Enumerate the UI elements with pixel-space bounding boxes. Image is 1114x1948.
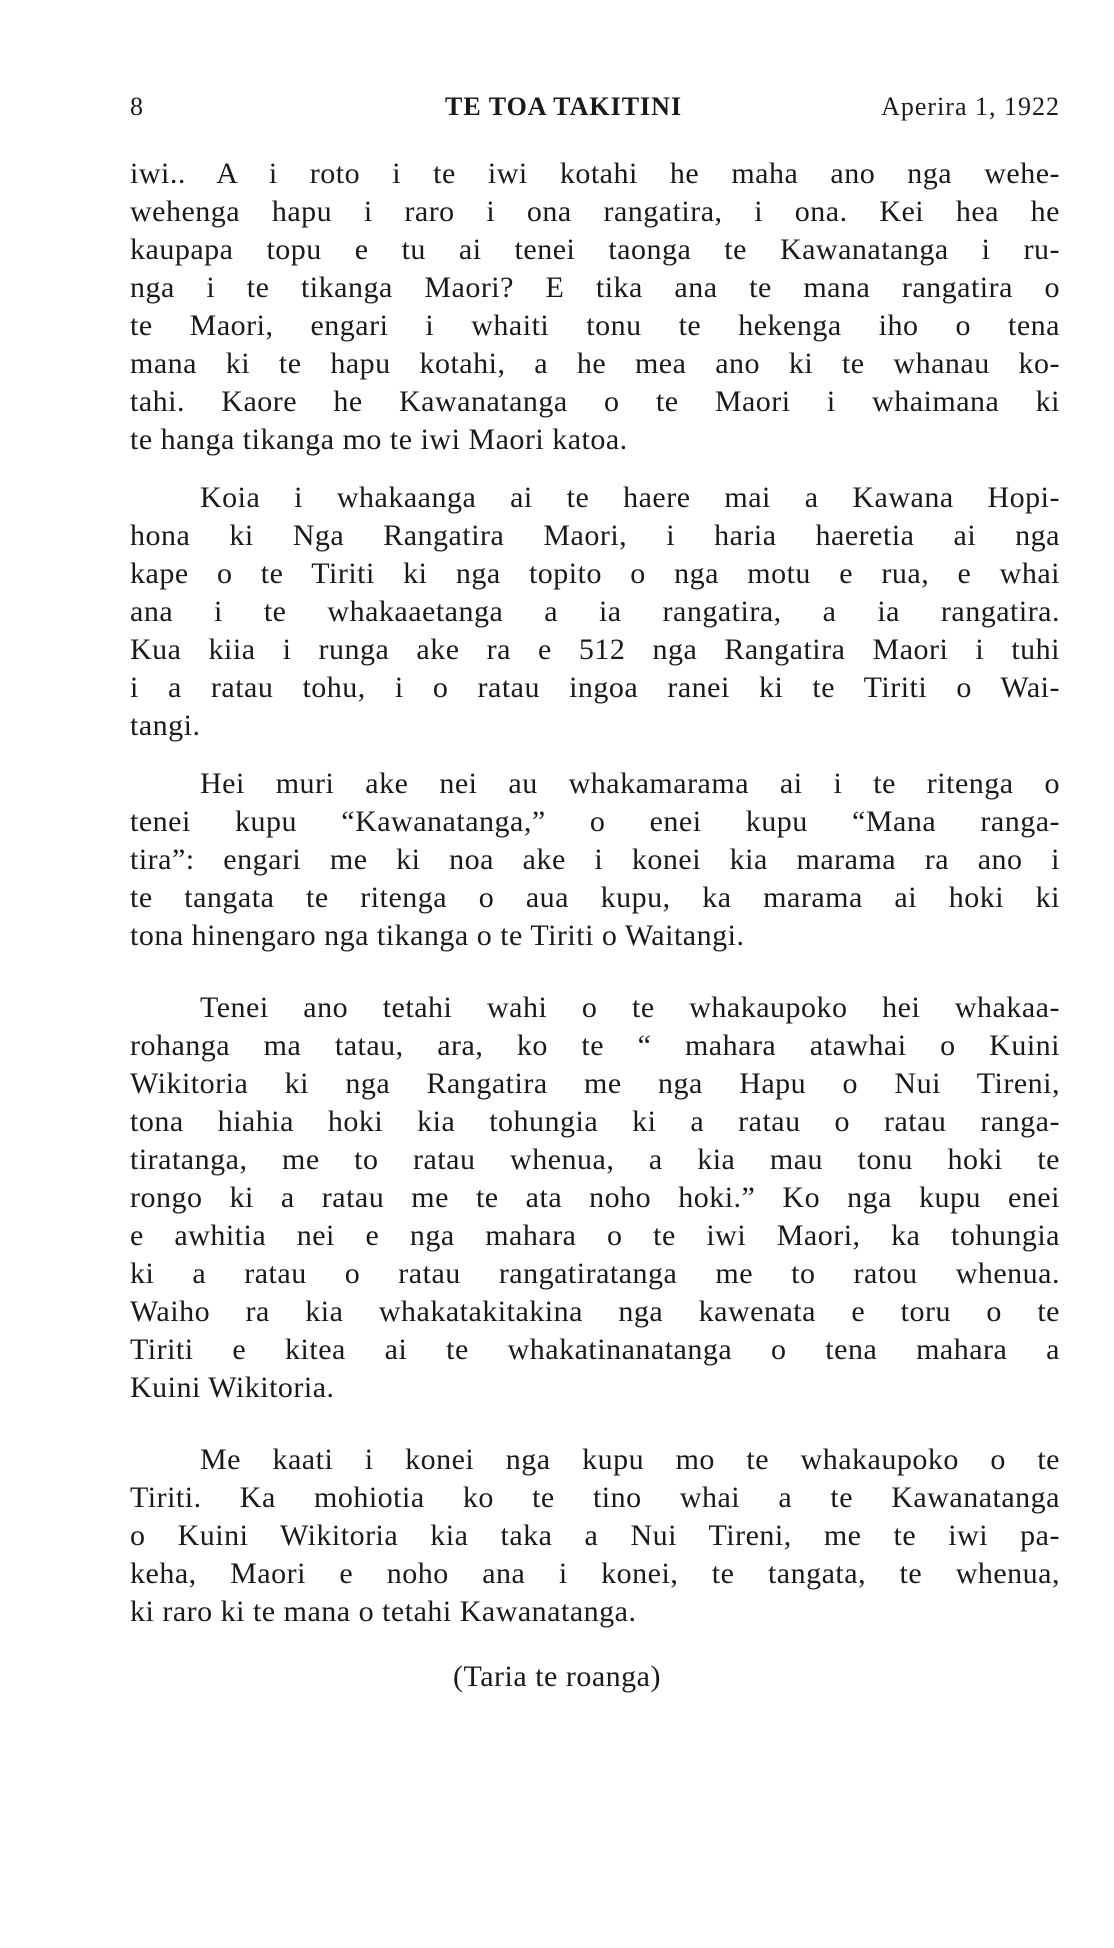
text-line: Tiriti. Ka mohiotia ko te tino whai a te Kawanatanga bbox=[130, 1481, 1060, 1514]
text-line: Kua kiia i runga ake ra e 512 nga Rangatira Maori i tuhi bbox=[130, 633, 1060, 666]
text-line: ki a ratau o ratau rangatiratanga me to ratou whenua. bbox=[130, 1257, 1060, 1290]
text-line: tenei kupu “Kawanatanga,” o enei kupu “Mana ranga- bbox=[130, 805, 1060, 838]
text-line: iwi.. A i roto i te iwi kotahi he maha ano nga wehe- bbox=[130, 157, 1060, 190]
article-body bbox=[130, 155, 1060, 1651]
issue-date: Aperira 1, 1922 bbox=[881, 92, 1060, 121]
paragraph-5 bbox=[130, 1441, 1060, 1631]
text-line: kape o te Tiriti ki nga topito o nga motu e rua, e whai bbox=[130, 557, 1060, 590]
text-line: ana i te whakaaetanga a ia rangatira, a ia rangatira. bbox=[130, 595, 1060, 628]
paragraph-3 bbox=[130, 765, 1060, 955]
text-line: tahi. Kaore he Kawanatanga o te Maori i whaimana ki bbox=[130, 385, 1060, 418]
journal-title: TE TOA TAKITINI bbox=[445, 92, 683, 121]
text-line: tona hinengaro nga tikanga o te Tiriti o Waitangi. bbox=[130, 919, 745, 952]
text-line: tiratanga, me to ratau whenua, a kia mau tonu hoki te bbox=[130, 1143, 1060, 1176]
page-number: 8 bbox=[130, 92, 143, 121]
text-line: hona ki Nga Rangatira Maori, i haria haeretia ai nga bbox=[130, 519, 1060, 552]
text-line: rohanga ma tatau, ara, ko te “ mahara atawhai o Kuini bbox=[130, 1029, 1060, 1062]
text-line: mana ki te hapu kotahi, a he mea ano ki te whanau ko- bbox=[130, 347, 1060, 380]
paragraph-2 bbox=[130, 479, 1060, 745]
paragraph-1 bbox=[130, 155, 1060, 459]
text-line: Kuini Wikitoria. bbox=[130, 1371, 335, 1404]
text-line: e awhitia nei e nga mahara o te iwi Maori, ka tohungia bbox=[130, 1219, 1060, 1252]
text-line: i a ratau tohu, i o ratau ingoa ranei ki te Tiriti o Wai- bbox=[130, 671, 1060, 704]
text-line: Wikitoria ki nga Rangatira me nga Hapu o Nui Tireni, bbox=[130, 1067, 1060, 1100]
text-line: te hanga tikanga mo te iwi Maori katoa. bbox=[130, 423, 628, 456]
text-line: rongo ki a ratau me te ata noho hoki.” Ko nga kupu enei bbox=[130, 1181, 1060, 1214]
text-line: tona hiahia hoki kia tohungia ki a ratau o ratau ranga- bbox=[130, 1105, 1060, 1138]
text-line: te tangata te ritenga o aua kupu, ka marama ai hoki ki bbox=[130, 881, 1060, 914]
text-line: Tiriti e kitea ai te whakatinanatanga o tena mahara a bbox=[130, 1333, 1060, 1366]
text-line: Waiho ra kia whakatakitakina nga kawenata e toru o te bbox=[130, 1295, 1060, 1328]
paragraph-4 bbox=[130, 989, 1060, 1407]
text-line: ki raro ki te mana o tetahi Kawanatanga. bbox=[130, 1595, 637, 1628]
page-header bbox=[130, 92, 1060, 132]
text-line: Me kaati i konei nga kupu mo te whakaupoko o te bbox=[200, 1443, 1060, 1476]
text-line: tangi. bbox=[130, 709, 201, 742]
text-line: nga i te tikanga Maori? E tika ana te mana rangatira o bbox=[130, 271, 1060, 304]
text-line: Koia i whakaanga ai te haere mai a Kawana Hopi- bbox=[200, 481, 1060, 514]
text-line: Hei muri ake nei au whakamarama ai i te ritenga o bbox=[200, 767, 1060, 800]
text-line: o Kuini Wikitoria kia taka a Nui Tireni, me te iwi pa- bbox=[130, 1519, 1060, 1552]
text-line: tira”: engari me ki noa ake i konei kia marama ra ano i bbox=[130, 843, 1060, 876]
text-line: wehenga hapu i raro i ona rangatira, i ona. Kei hea he bbox=[130, 195, 1060, 228]
continuation-note: (Taria te roanga) bbox=[453, 1660, 661, 1693]
text-line: kaupapa topu e tu ai tenei taonga te Kawanatanga i ru- bbox=[130, 233, 1060, 266]
text-line: te Maori, engari i whaiti tonu te hekenga iho o tena bbox=[130, 309, 1060, 342]
text-line: Tenei ano tetahi wahi o te whakaupoko hei whakaa- bbox=[200, 991, 1060, 1024]
text-line: keha, Maori e noho ana i konei, te tangata, te whenua, bbox=[130, 1557, 1060, 1590]
